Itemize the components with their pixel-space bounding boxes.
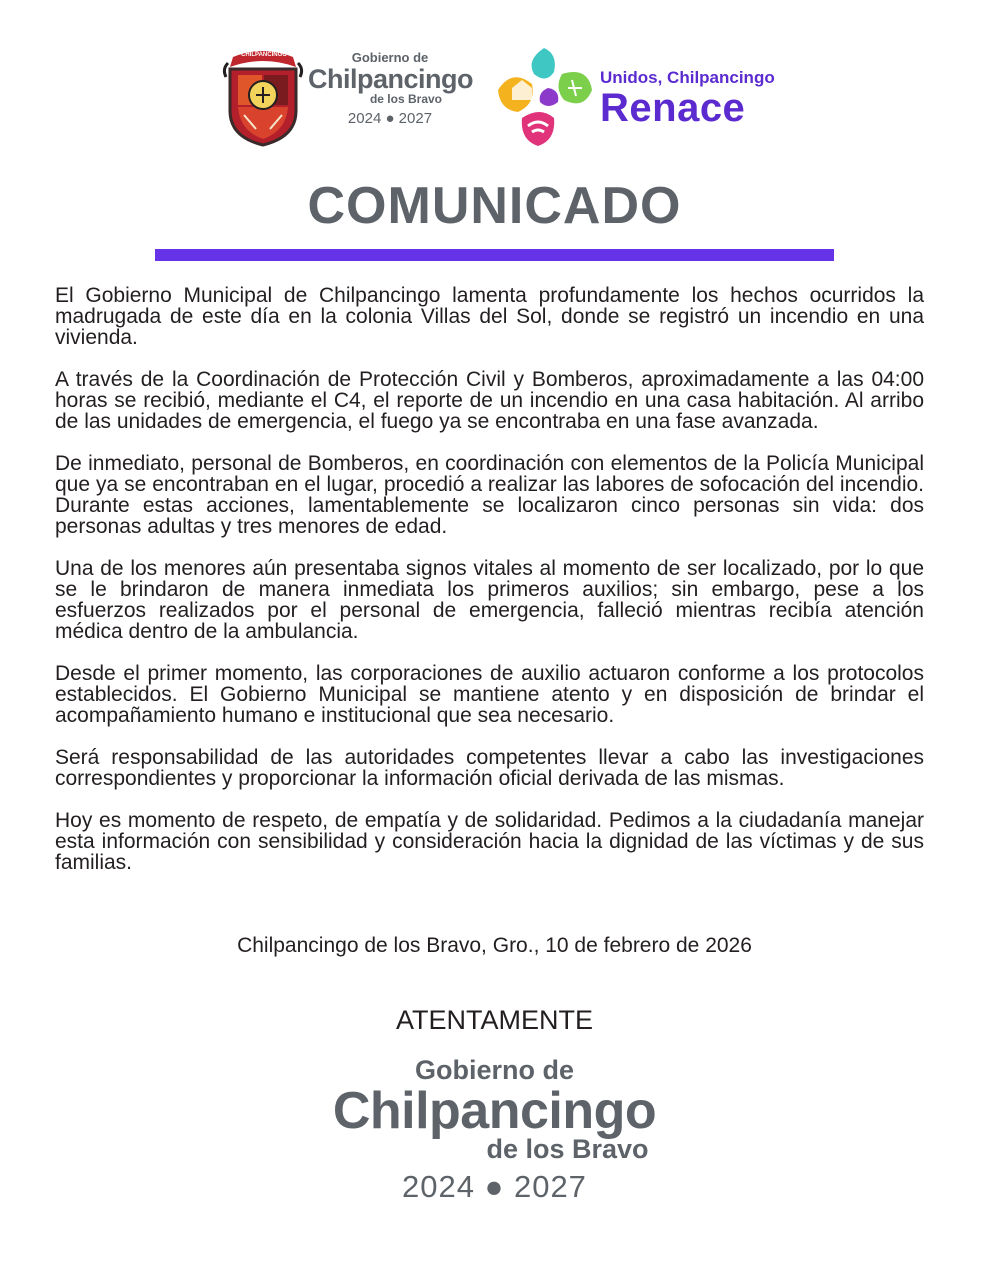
paragraph: Desde el primer momento, las corporaciones de auxilio actuaron conforme a los protocolos establecidos. El Gobierno Municipal se mantiene atento y en disposición de brindar el acompañamiento humano e institucional que sea necesario. bbox=[55, 662, 924, 727]
paragraph: El Gobierno Municipal de Chilpancingo lamenta profundamente los hechos ocurridos la madrugada de este día en la colonia Villas del Sol, donde se registró un incendio en una vivienda. bbox=[55, 284, 924, 349]
closing-salutation: ATENTAMENTE bbox=[395, 1005, 593, 1035]
title-underline bbox=[155, 249, 834, 261]
paragraph: Una de los menores aún presentaba signos vitales al momento de ser localizado, por lo que se le brindaron de manera inmediata los primeros auxilios; sin embargo, pese a los esfuerzos realizados por el personal de emergencia, falleció mientras recibía atención médica dentro de la ambulancia. bbox=[55, 557, 924, 643]
document-title: COMUNICADO bbox=[307, 177, 682, 235]
signature-logo bbox=[0, 1055, 989, 1207]
renace-wordmark: Renace bbox=[600, 86, 746, 130]
renace-logo-icon bbox=[492, 40, 597, 148]
paragraph: Será responsabilidad de las autoridades competentes llevar a cabo las investigaciones correspondientes y proporcionar la información oficial derivada de las mismas. bbox=[55, 746, 924, 790]
signature-years: 2024 ● 2027 bbox=[402, 1169, 587, 1204]
gobierno-logo-years: 2024 ● 2027 bbox=[347, 110, 433, 127]
header bbox=[0, 40, 989, 155]
gobierno-logo-line3: de los Bravo bbox=[369, 92, 442, 106]
paragraph: A través de la Coordinación de Protección Civil y Bomberos, aproximadamente a las 04:00 horas se recibió, mediante el C4, el reporte de un incendio en una casa habitación. Al arribo de las unidades de emergencia, el fuego ya se encontraba en una fase avanzada. bbox=[55, 368, 924, 433]
place-and-date: Chilpancingo de los Bravo, Gro., 10 de febrero de 2026 bbox=[237, 934, 752, 957]
gobierno-logo-line2: Chilpancingo bbox=[308, 64, 473, 94]
signature-line1: Gobierno de bbox=[414, 1055, 574, 1085]
municipal-crest-logo bbox=[218, 43, 308, 148]
renace-logo-text bbox=[600, 68, 775, 128]
statement-body bbox=[55, 285, 924, 894]
gobierno-logo-line1: Gobierno de bbox=[351, 50, 429, 65]
signature-line2: Chilpancingo bbox=[332, 1082, 657, 1140]
paragraph: De inmediato, personal de Bomberos, en coordinación con elementos de la Policía Municipal que ya se encontraban en el lugar, procedió a realizar las labores de sofocación del incendio. Durante estas acciones, lamentablemente se localizaron cinco personas sin vida: dos personas adultas y tres menores de edad. bbox=[55, 452, 924, 538]
renace-slogan: Unidos, Chilpancingo bbox=[600, 68, 775, 87]
gobierno-logo bbox=[308, 50, 472, 129]
signature-line3: de los Bravo bbox=[486, 1134, 649, 1164]
crest-lettering: CHILPANCINGO bbox=[241, 52, 287, 58]
paragraph: Hoy es momento de respeto, de empatía y de solidaridad. Pedimos a la ciudadanía manejar esta información con sensibilidad y consideración hacia la dignidad de las víctimas y de sus familias. bbox=[55, 809, 924, 874]
